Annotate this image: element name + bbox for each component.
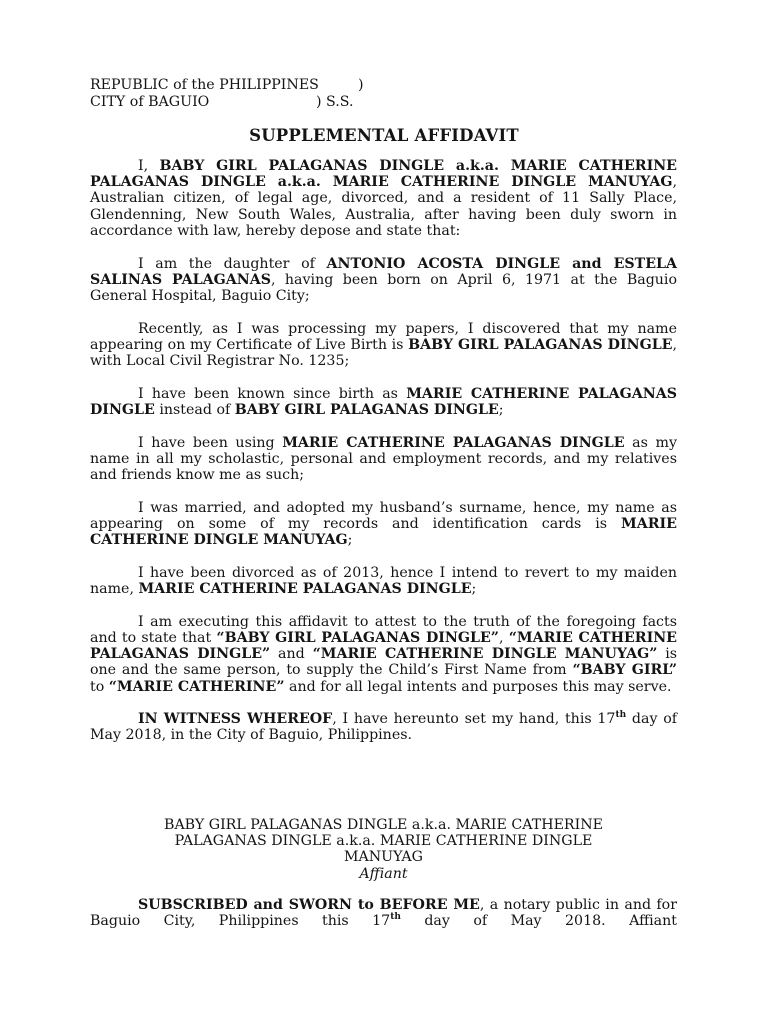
p4-text-1: I have been using bbox=[138, 434, 283, 451]
intro-paragraph bbox=[90, 158, 677, 239]
p6-text-1: I have been divorced as of 2013, hence I intend to revert to my maiden name, bbox=[90, 564, 677, 598]
p2-text-2: , with Local Civil Registrar No. 1235; bbox=[90, 336, 677, 370]
p5-text-1: I was married, and adopted my husband’s surname, hence, my name as appearing on some of my records and identification cards is bbox=[90, 499, 677, 532]
signature-block bbox=[90, 817, 677, 882]
paragraph-records bbox=[90, 435, 677, 484]
venue-line-city bbox=[90, 94, 354, 111]
p3-text-3: ; bbox=[498, 401, 504, 418]
witness-ordinal-suffix: th bbox=[615, 710, 627, 721]
parents-names: ANTONIO ACOSTA DINGLE and ESTELA SALINAS PALAGANAS bbox=[90, 255, 677, 288]
intro-text-2: , Australian citizen, of legal age, divorced, and a resident of 11 Sally Place, Glendenning, New South Wales, Australia, after having been duly sworn in accordance with law, hereby depose and state that: bbox=[90, 174, 677, 239]
p7-text-2: , bbox=[498, 629, 509, 646]
p7-text-5: to bbox=[90, 678, 109, 695]
paragraph-witness bbox=[90, 711, 677, 743]
p2-text-1: Recently, as I was processing my papers, I discovered that my name appearing on my Certificate of Live Birth is bbox=[90, 320, 677, 353]
p7-name-3: “MARIE CATHERINE DINGLE MANUYAG” bbox=[312, 646, 658, 663]
p7-name-2: “MARIE CATHERINE PALAGANAS DINGLE” bbox=[90, 629, 677, 663]
jurat-paragraph bbox=[90, 897, 677, 929]
paragraph-purpose bbox=[90, 614, 677, 695]
witness-text-2: day of May 2018, in the City of Baguio, Philippines. bbox=[90, 711, 677, 744]
p6-name: MARIE CATHERINE PALAGANAS DINGLE bbox=[138, 581, 472, 598]
affiant-name: BABY GIRL PALAGANAS DINGLE a.k.a. MARIE CATHERINE PALAGANAS DINGLE a.k.a. MARIE CATHERINE DINGLE MANUYAG bbox=[90, 158, 678, 191]
intro-text-1: I, bbox=[138, 158, 160, 174]
p3-name-1: MARIE CATHERINE PALAGANAS DINGLE bbox=[90, 385, 677, 418]
venue-line-republic bbox=[90, 77, 364, 94]
p1-text-2: , having been born on April 6, 1971 at the Baguio General Hospital, Baguio City; bbox=[90, 271, 677, 304]
p2-name: BABY GIRL PALAGANAS DINGLE bbox=[408, 336, 673, 353]
p5-name: MARIE CATHERINE DINGLE MANUYAG bbox=[90, 515, 677, 549]
p1-text-1: I am the daughter of bbox=[138, 255, 327, 272]
jurat-text-2: day of May 2018. Affiant bbox=[400, 913, 677, 930]
p7-text-4: is one and the same person, to supply the Child’s First Name from bbox=[90, 646, 678, 679]
p3-name-2: BABY GIRL PALAGANAS DINGLE bbox=[234, 401, 499, 418]
signature-line-2: PALAGANAS DINGLE a.k.a. MARIE CATHERINE DINGLE bbox=[174, 833, 593, 850]
p7-name-1: “BABY GIRL PALAGANAS DINGLE” bbox=[216, 629, 499, 646]
p3-text-2: instead of bbox=[154, 401, 235, 418]
document-title: SUPPLEMENTAL AFFIDAVIT bbox=[249, 126, 519, 145]
paragraph-parentage bbox=[90, 256, 677, 305]
paragraph-married-name bbox=[90, 500, 677, 549]
venue-city-text: CITY of BAGUIO bbox=[90, 94, 210, 110]
paragraph-birth-certificate bbox=[90, 321, 677, 370]
p7-text-3: and bbox=[270, 646, 313, 663]
jurat-ordinal-suffix: th bbox=[390, 912, 401, 923]
affidavit-body bbox=[90, 158, 677, 760]
p7-name-5: “MARIE CATHERINE” bbox=[108, 678, 285, 695]
witness-lead: IN WITNESS WHEREOF bbox=[138, 711, 333, 728]
p7-name-4: “BABY GIRL” bbox=[572, 662, 677, 679]
paragraph-divorce bbox=[90, 565, 677, 597]
p4-name: MARIE CATHERINE PALAGANAS DINGLE bbox=[282, 434, 625, 451]
signature-line-1: BABY GIRL PALAGANAS DINGLE a.k.a. MARIE CATHERINE bbox=[164, 817, 603, 833]
p7-text-6: and for all legal intents and purposes this may serve. bbox=[284, 678, 672, 695]
jurat-lead: SUBSCRIBED and SWORN to BEFORE ME bbox=[138, 897, 480, 913]
signature-role: Affiant bbox=[359, 865, 408, 882]
signature-line-3: MANUYAG bbox=[344, 849, 423, 866]
jurat-block bbox=[90, 897, 677, 929]
p7-text-1: I am executing this affidavit to attest to the truth of the foregoing facts and to state that bbox=[90, 613, 677, 646]
venue-republic-text: REPUBLIC of the PHILIPPINES bbox=[90, 77, 319, 93]
jurat-text-1: , a notary public in and for Baguio City, Philippines this 17 bbox=[90, 897, 677, 930]
venue-republic-paren: ) bbox=[358, 77, 364, 93]
venue-block bbox=[90, 77, 364, 111]
p4-text-2: as my name in all my scholastic, personal and employment records, and my relatives and friends know me as such; bbox=[90, 434, 677, 484]
venue-city-ss: ) S.S. bbox=[316, 94, 354, 110]
witness-text-1: , I have hereunto set my hand, this 17 bbox=[332, 711, 616, 728]
p3-text-1: I have been known since birth as bbox=[138, 385, 407, 402]
paragraph-known-since-birth bbox=[90, 386, 677, 418]
p6-text-2: ; bbox=[471, 581, 477, 598]
p5-text-2: ; bbox=[347, 532, 353, 549]
